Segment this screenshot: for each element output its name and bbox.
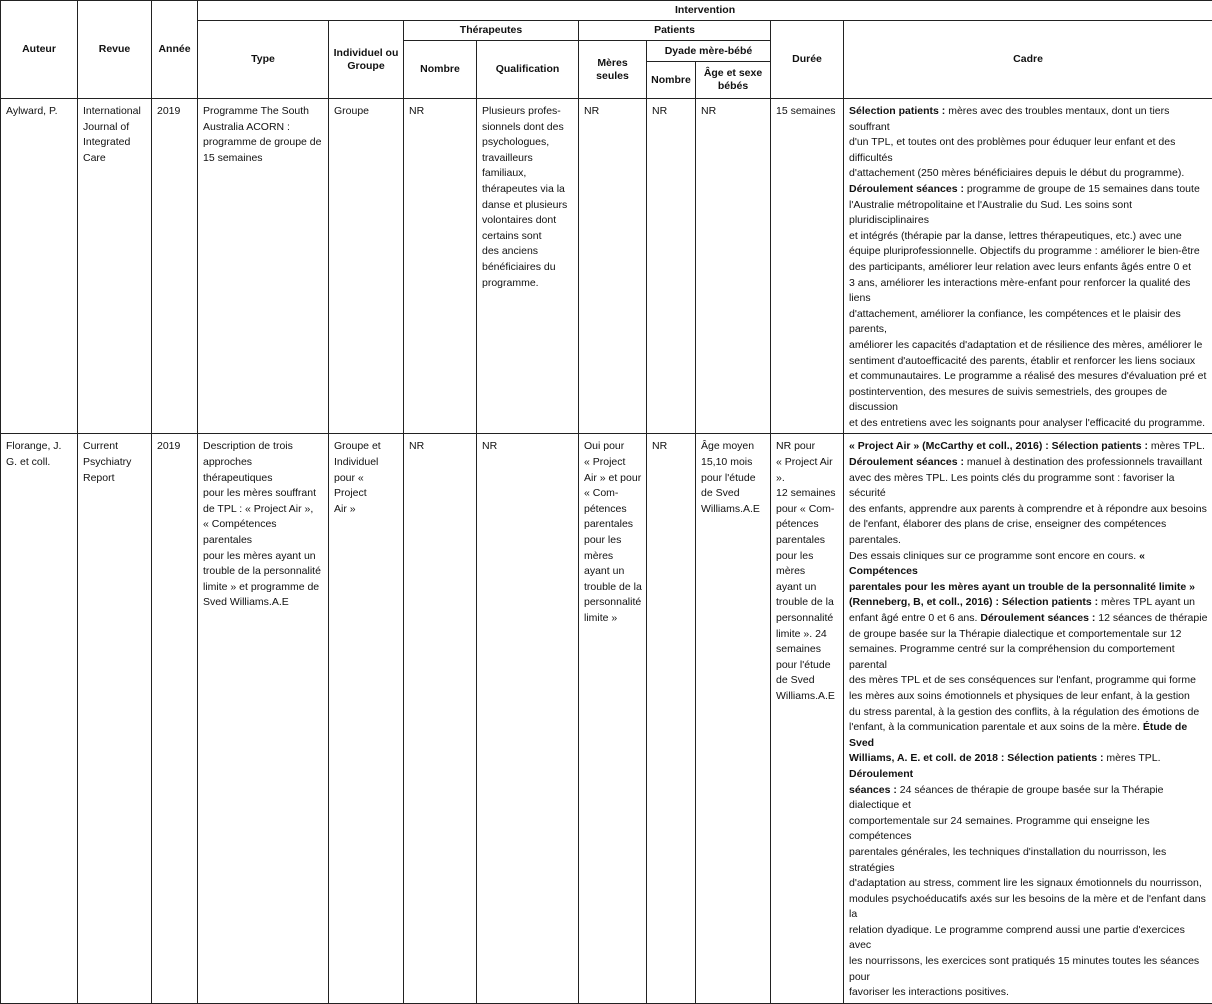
- cadre-text: mères TPL.: [1148, 440, 1205, 452]
- header-revue: Revue: [78, 1, 152, 99]
- cell-age-sexe: NR: [696, 99, 771, 434]
- cell-type: Programme The South Australia ACORN : programme de groupe de 15 semaines: [198, 99, 329, 434]
- cell-therapeutes-nombre: NR: [404, 99, 477, 434]
- cell-dyade-nombre: NR: [647, 99, 696, 434]
- cadre-text: mères TPL ayant un enfant âgé entre 0 et 6 ans.: [849, 596, 1195, 624]
- cell-duree: 15 semaines: [771, 99, 844, 434]
- cell-duree: NR pour « Project Air ». 12 semaines pour « Com- pétences parentales pour les mères ayant un trouble de la personnalité limite ». 24 semaines pour l'étude de Sved Williams.A.E: [771, 434, 844, 1003]
- cell-therapeutes-nombre: NR: [404, 434, 477, 1003]
- cell-annee: 2019: [152, 434, 198, 1003]
- cadre-heading: Étude de Sved Williams, A. E. et coll. de 2018 : Sélection patients :: [849, 721, 1187, 764]
- header-intervention: Intervention: [198, 1, 1212, 21]
- header-individuel-ou-groupe: Individuel ou Groupe: [329, 21, 404, 99]
- table-row: [1, 434, 1212, 1003]
- header-dyade-nombre: Nombre: [647, 62, 696, 99]
- cell-auteur: Aylward, P.: [1, 99, 78, 434]
- cell-meres-seules: NR: [579, 99, 647, 434]
- cell-dyade-nombre: NR: [647, 434, 696, 1003]
- cell-cadre: [844, 99, 1212, 434]
- header-meres-seules: Mères seules: [579, 41, 647, 99]
- cadre-text: 24 séances de thérapie de groupe basée sur la Thérapie dialectique et comportementale sur 24 semaines. Programme qui enseigne les compétences parentales générales, les techniques d'installation du nourrisson, les stratégies d'adaptation au stress, comment lire les signaux émotionnels du nourrisson, modules psychoéducatifs axés sur les besoins de la mère et de l'enfant dans la relation dyadique. Le programme comprend aussi une partie d'exercices avec les nourrissons, les exercices sont pratiqués 15 minutes toutes les séances pour favoriser les interactions positives.: [849, 784, 1206, 999]
- header-age-sexe-bebes: Âge et sexe bébés: [696, 62, 771, 99]
- cadre-heading: Déroulement séances :: [849, 183, 964, 195]
- cell-meres-seules: Oui pour « Project Air » et pour « Com- pétences parentales pour les mères ayant un trouble de la personnalité limite »: [579, 434, 647, 1003]
- cell-revue: Current Psychiatry Report: [78, 434, 152, 1003]
- header-annee: Année: [152, 1, 198, 99]
- header-therapeutes: Thérapeutes: [404, 21, 579, 41]
- cadre-heading: Déroulement séances :: [849, 768, 913, 796]
- cell-age-sexe: Âge moyen 15,10 mois pour l'étude de Sved Williams.A.E: [696, 434, 771, 1003]
- cadre-heading: « Compétences parentales pour les mères ayant un trouble de la personnalité limite » (Renneberg, B, et coll., 2016) : Sélection patients :: [849, 550, 1195, 609]
- cell-auteur: Florange, J. G. et coll.: [1, 434, 78, 1003]
- cadre-text: mères avec des troubles mentaux, dont un tiers souffrant d'un TPL, et toutes ont des problèmes pour éduquer leur enfant et des difficultés d'attachement (250 mères bénéficiaires depuis le début du programme).: [849, 105, 1184, 179]
- cadre-heading: « Project Air » (McCarthy et coll., 2016) : Sélection patients :: [849, 440, 1148, 452]
- cell-cadre: [844, 434, 1212, 1003]
- cell-individuel: Groupe et Individuel pour « Project Air »: [329, 434, 404, 1003]
- header-cadre: Cadre: [844, 21, 1212, 99]
- header-auteur: Auteur: [1, 1, 78, 99]
- cadre-heading: Sélection patients :: [849, 105, 945, 117]
- header-type: Type: [198, 21, 329, 99]
- cell-revue: International Journal of Integrated Care: [78, 99, 152, 434]
- header-duree: Durée: [771, 21, 844, 99]
- cadre-heading: Déroulement séances :: [849, 456, 964, 468]
- cadre-text: manuel à destination des professionnels travaillant avec des mères TPL. Les points clés du programme sont : favoriser la sécurité des enfants, apprendre aux parents à comprendre et à répondre aux besoins de l'enfant, élaborer des plans de crise, enseigner des compétences parentales. Des essais cliniques sur ce programme sont encore en cours.: [849, 456, 1207, 562]
- cell-qualification: NR: [477, 434, 579, 1003]
- header-dyade: Dyade mère-bébé: [647, 41, 771, 62]
- cadre-text: mères TPL.: [1104, 752, 1161, 764]
- cadre-text: 12 séances de thérapie de groupe basée sur la Thérapie dialectique et comportementale sur 12 semaines. Programme centré sur la compréhension du comportement parental des mères TPL et de ses conséquences sur l'enfant, programme qui forme les mères aux soins émotionnels et physiques de leur enfant, à la gestion du stress parental, à la gestion des conflits, à la régulation des émotions de l'enfant, à la communication parentale et aux soins de la mère.: [849, 612, 1207, 733]
- cell-type: Description de trois approches thérapeutiques pour les mères souffrant de TPL : « Project Air », « Compétences parentales pour les mères ayant un trouble de la personnalité limite » et programme de Sved Williams.A.E: [198, 434, 329, 1003]
- header-therapeutes-nombre: Nombre: [404, 41, 477, 99]
- cell-individuel: Groupe: [329, 99, 404, 434]
- cell-qualification: Plusieurs profes- sionnels dont des psychologues, travailleurs familiaux, thérapeutes via la danse et plusieurs volontaires dont certains sont des anciens bénéficiaires du programme.: [477, 99, 579, 434]
- cadre-text: programme de groupe de 15 semaines dans toute l'Australie métropolitaine et l'Australie du Sud. Les soins sont pluridisciplinaires et intégrés (thérapie par la danse, lettres thérapeutiques, etc.) avec une équipe pluriprofessionnelle. Objectifs du programme : améliorer le bien-être des participants, améliorer leur relation avec leurs enfants âgés entre 0 et 3 ans, améliorer les interactions mère-enfant pour renforcer la qualité des liens d'attachement, améliorer la confiance, les compétences et le plaisir des parents, améliorer les capacités d'adaptation et de résilience des mères, améliorer le sentiment d'autoefficacité des parents, établir et renforcer les liens sociaux et communautaires. Le programme a réalisé des mesures d'évaluation pré et postintervention, des mesures de suivis semestriels, des groupes de discussion et des entretiens avec les soignants pour analyser l'efficacité du programme.: [849, 183, 1206, 429]
- cell-annee: 2019: [152, 99, 198, 434]
- table-row: [1, 99, 1212, 434]
- header-qualification: Qualification: [477, 41, 579, 99]
- cadre-heading: Déroulement séances :: [980, 612, 1095, 624]
- header-patients: Patients: [579, 21, 771, 41]
